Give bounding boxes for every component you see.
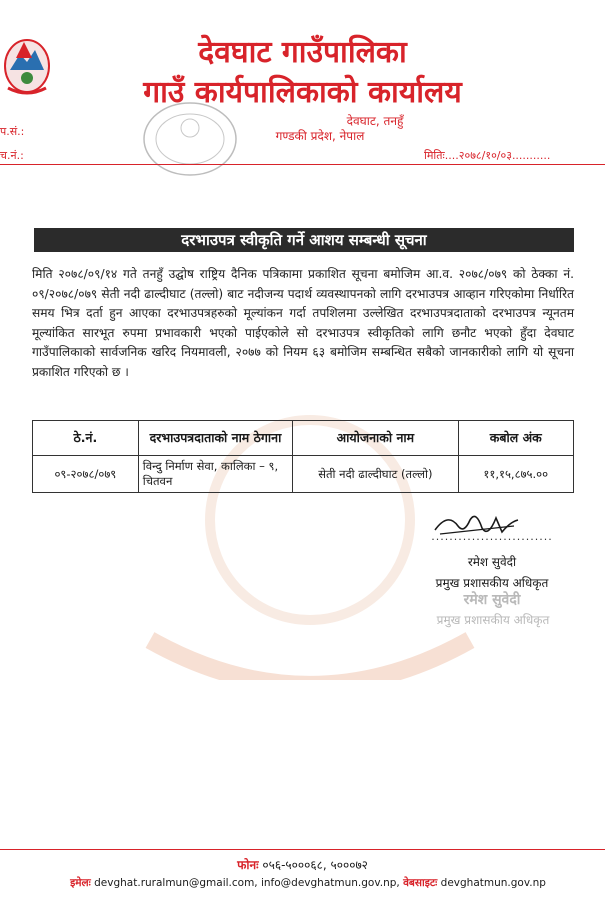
ps-label: प.सं.: [0,125,25,138]
email-label: इमेलः [70,877,91,889]
phone-label: फोनः [237,858,259,872]
stamp-title: प्रमुख प्रशासकीय अधिकृत [436,613,550,627]
notice-heading: दरभाउपत्र स्वीकृति गर्ने आशय सम्बन्धी सूचना [34,228,574,252]
signatory-name: रमेश सुवेदी [467,555,517,569]
cell-bidder: विन्दु निर्माण सेवा, कालिका – ९, चितवन [138,456,293,493]
website-label: वेबसाइटः [403,877,438,889]
col-header-bidder: दरभाउपत्रदाताको नाम ठेगाना [138,421,293,456]
cn-label: च.नं.: [0,149,24,162]
header-divider [0,164,605,165]
table-row [33,456,574,493]
date-row [424,148,594,163]
email-value[interactable]: devghat.ruralmun@gmail.com, info@devghatmun.gov.np, [94,877,400,889]
address-line2: गण्डकी प्रदेश, नेपाल [275,129,365,143]
office-title-line2: गाउँ कार्यपालिकाको कार्यालय [143,75,462,110]
col-header-project: आयोजनाको नाम [293,421,458,456]
phone-value: ०५६-५०००६८, ५०००७२ [262,858,368,872]
col-header-amount: कबोल अंक [458,421,573,456]
date-label: मितिः [424,149,445,162]
address-line1: देवघाट, तनहुँ [346,114,404,128]
table-header-row [33,421,574,456]
stamp-name: रमेश सुवेदी [463,592,521,608]
date-value: ....२०७८/१०/०३........... [444,149,551,162]
cell-project: सेती नदी ढाल्दीघाट (तल्लो) [293,456,458,493]
footer-contacts [28,876,588,890]
cell-contract-no: ०९-२०७८/०७९ [33,456,139,493]
cell-amount: ११,१५,८७५.०० [458,456,573,493]
office-stamp-icon [140,98,240,180]
col-header-contract-no: ठे.नं. [33,421,139,456]
website-value[interactable]: devghatmun.gov.np [440,877,546,889]
footer-phone [0,856,605,873]
signature-line: ........................... [431,530,553,543]
signatory-title: प्रमुख प्रशासकीय अधिकृत [435,576,549,590]
notice-body: मिति २०७८/०९/१४ गते तनहुँ उद्घोष राष्ट्रिय दैनिक पत्रिकामा प्रकाशित सूचना बमोजिम आ.व. २०७८/०७९ को ठेक्का नं. ०९/२०७८/०७९ सेती नदी ढाल्दीघाट (तल्लो) बाट नदीजन्य पदार्थ व्यवस्थापनको लागि दरभाउपत्र आव्हान गरिएकोमा निर्धारित समय भित्र दर्ता हुन आएका दरभाउपत्रहरुको मूल्यांकन गर्दा तपशिलमा उल्लेखित दरभाउपत्रदाताको दरभाउपत्र न्यूनतम मूल्यांकित सारभूत रुपमा प्रभावकारी भएको पाईएकोले सो दरभाउपत्र स्वीकृतिको लागि छनौट भएको हुँदा देवघाट गाउँपालिकाको सार्वजनिक खरिद नियमावली, २०७७ को नियम ६३ बमोजिम सम्बन्धित सबैको जानकारीको लागि यो सूचना प्रकाशित गरिएको छ । [32,267,574,379]
office-title-line1: देवघाट गाउँपालिका [198,35,407,70]
footer-divider [0,849,605,850]
tender-table [32,420,574,493]
